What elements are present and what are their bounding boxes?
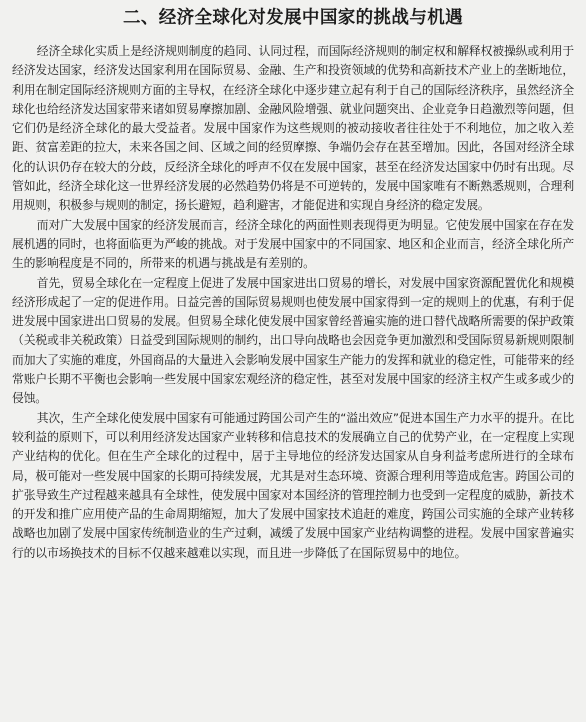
paragraph-production-globalization: 其次，生产全球化使发展中国家有可能通过跨国公司产生的“溢出效应”促进本国生产力水平的提升。在比较利益的原则下，可以利用经济发达国家产业转移和信息技术的发展确立自己的优势产业，在一定程度上实现产业结构的优化。但在生产全球化的过程中，居于主导地位的经济发达国家从自身利益考虑所进行的全球布局，极可能对一些发展中国家的长期可持续发展，尤其是对生态环境、资源合理利用等造成危害。跨国公司的扩张导致生产过程越来越具有全球性，使发展中国家对本国经济的管理控制力也受到一定程度的威胁，新技术的开发和推广应用使产品的生命周期缩短，加大了发展中国家技术追赶的难度，跨国公司实施的全球产业转移战略也加剧了发展中国家传统制造业的生产过剩，减缓了发展中国家产业结构调整的进程。发展中国家普遍实行的以市场换技术的目标不仅越来越难以实现，而且进一步降低了在国际贸易中的地位。 (12, 410, 574, 560)
section-title: 二、经济全球化对发展中国家的挑战与机遇 (122, 8, 464, 28)
paragraph-rule-convergence: 经济全球化实质上是经济规则制度的趋同、认同过程，而国际经济规则的制定权和解释权被操纵或利用于经济发达国家，经济发达国家利用在国际贸易、金融、生产和投资领域的优势和高新技术产业上的垄断地位，利用在制定国际经济规则方面的主导权，在经济全球化中逐步建立起有利于自己的国际经济秩序，虽然经济全球化也给经济发达国家带来诸如贸易摩擦加剧、金融风险增强、就业问题突出、企业竞争日趋激烈等问题，但它们仍是经济全球化的最大受益者。发展中国家作为这些规则的被动接收者往往处于不利地位，加之收入差距、贫富差距的拉大，未来各国之间、区域之间的经贸摩擦、争端仍会存在甚至增加。因此，各国对经济全球化的认识仍存在较大的分歧，反经济全球化的呼声不仅在发展中国家，甚至在经济发达国家中仍时有出现。尽管如此，经济全球化这一世界经济发展的必然趋势仍将是不可逆转的，发展中国家唯有不断熟悉规则，合理利用规则，积极参与规则的制定，扬长避短，趋利避害，才能促进和实现自身经济的稳定发展。 (12, 44, 574, 213)
paragraph-trade-globalization: 首先，贸易全球化在一定程度上促进了发展中国家进出口贸易的增长，对发展中国家资源配置优化和规模经济形成起了一定的促进作用。日益完善的国际贸易规则也使发展中国家得到一定的规则上的优惠，有利于促进发展中国家进出口贸易的发展。但贸易全球化使发展中国家曾经普遍实施的进口替代战略所需要的保护政策（关税或非关税政策）日益受到国际规则的制约，出口导向战略也会因竞争更加激烈和受国际贸易新规则限制而加大了实施的难度，外国商品的大量进入会影响发展中国家生产能力的发挥和就业的稳定性，可能带来的经常账户长期不平衡也会影响一些发展中国家宏观经济的稳定性，甚至对发展中国家的经济主权产生或多或少的侵蚀。 (12, 275, 574, 406)
paragraph-dual-nature: 而对广大发展中国家的经济发展而言，经济全球化的两面性则表现得更为明显。它使发展中国家在存在发展机遇的同时，也将面临更为严峻的挑战。对于发展中国家中的不同国家、地区和企业而言，经济全球化所产生的影响程度是不同的，所带来的机遇与挑战是有差别的。 (12, 217, 574, 271)
